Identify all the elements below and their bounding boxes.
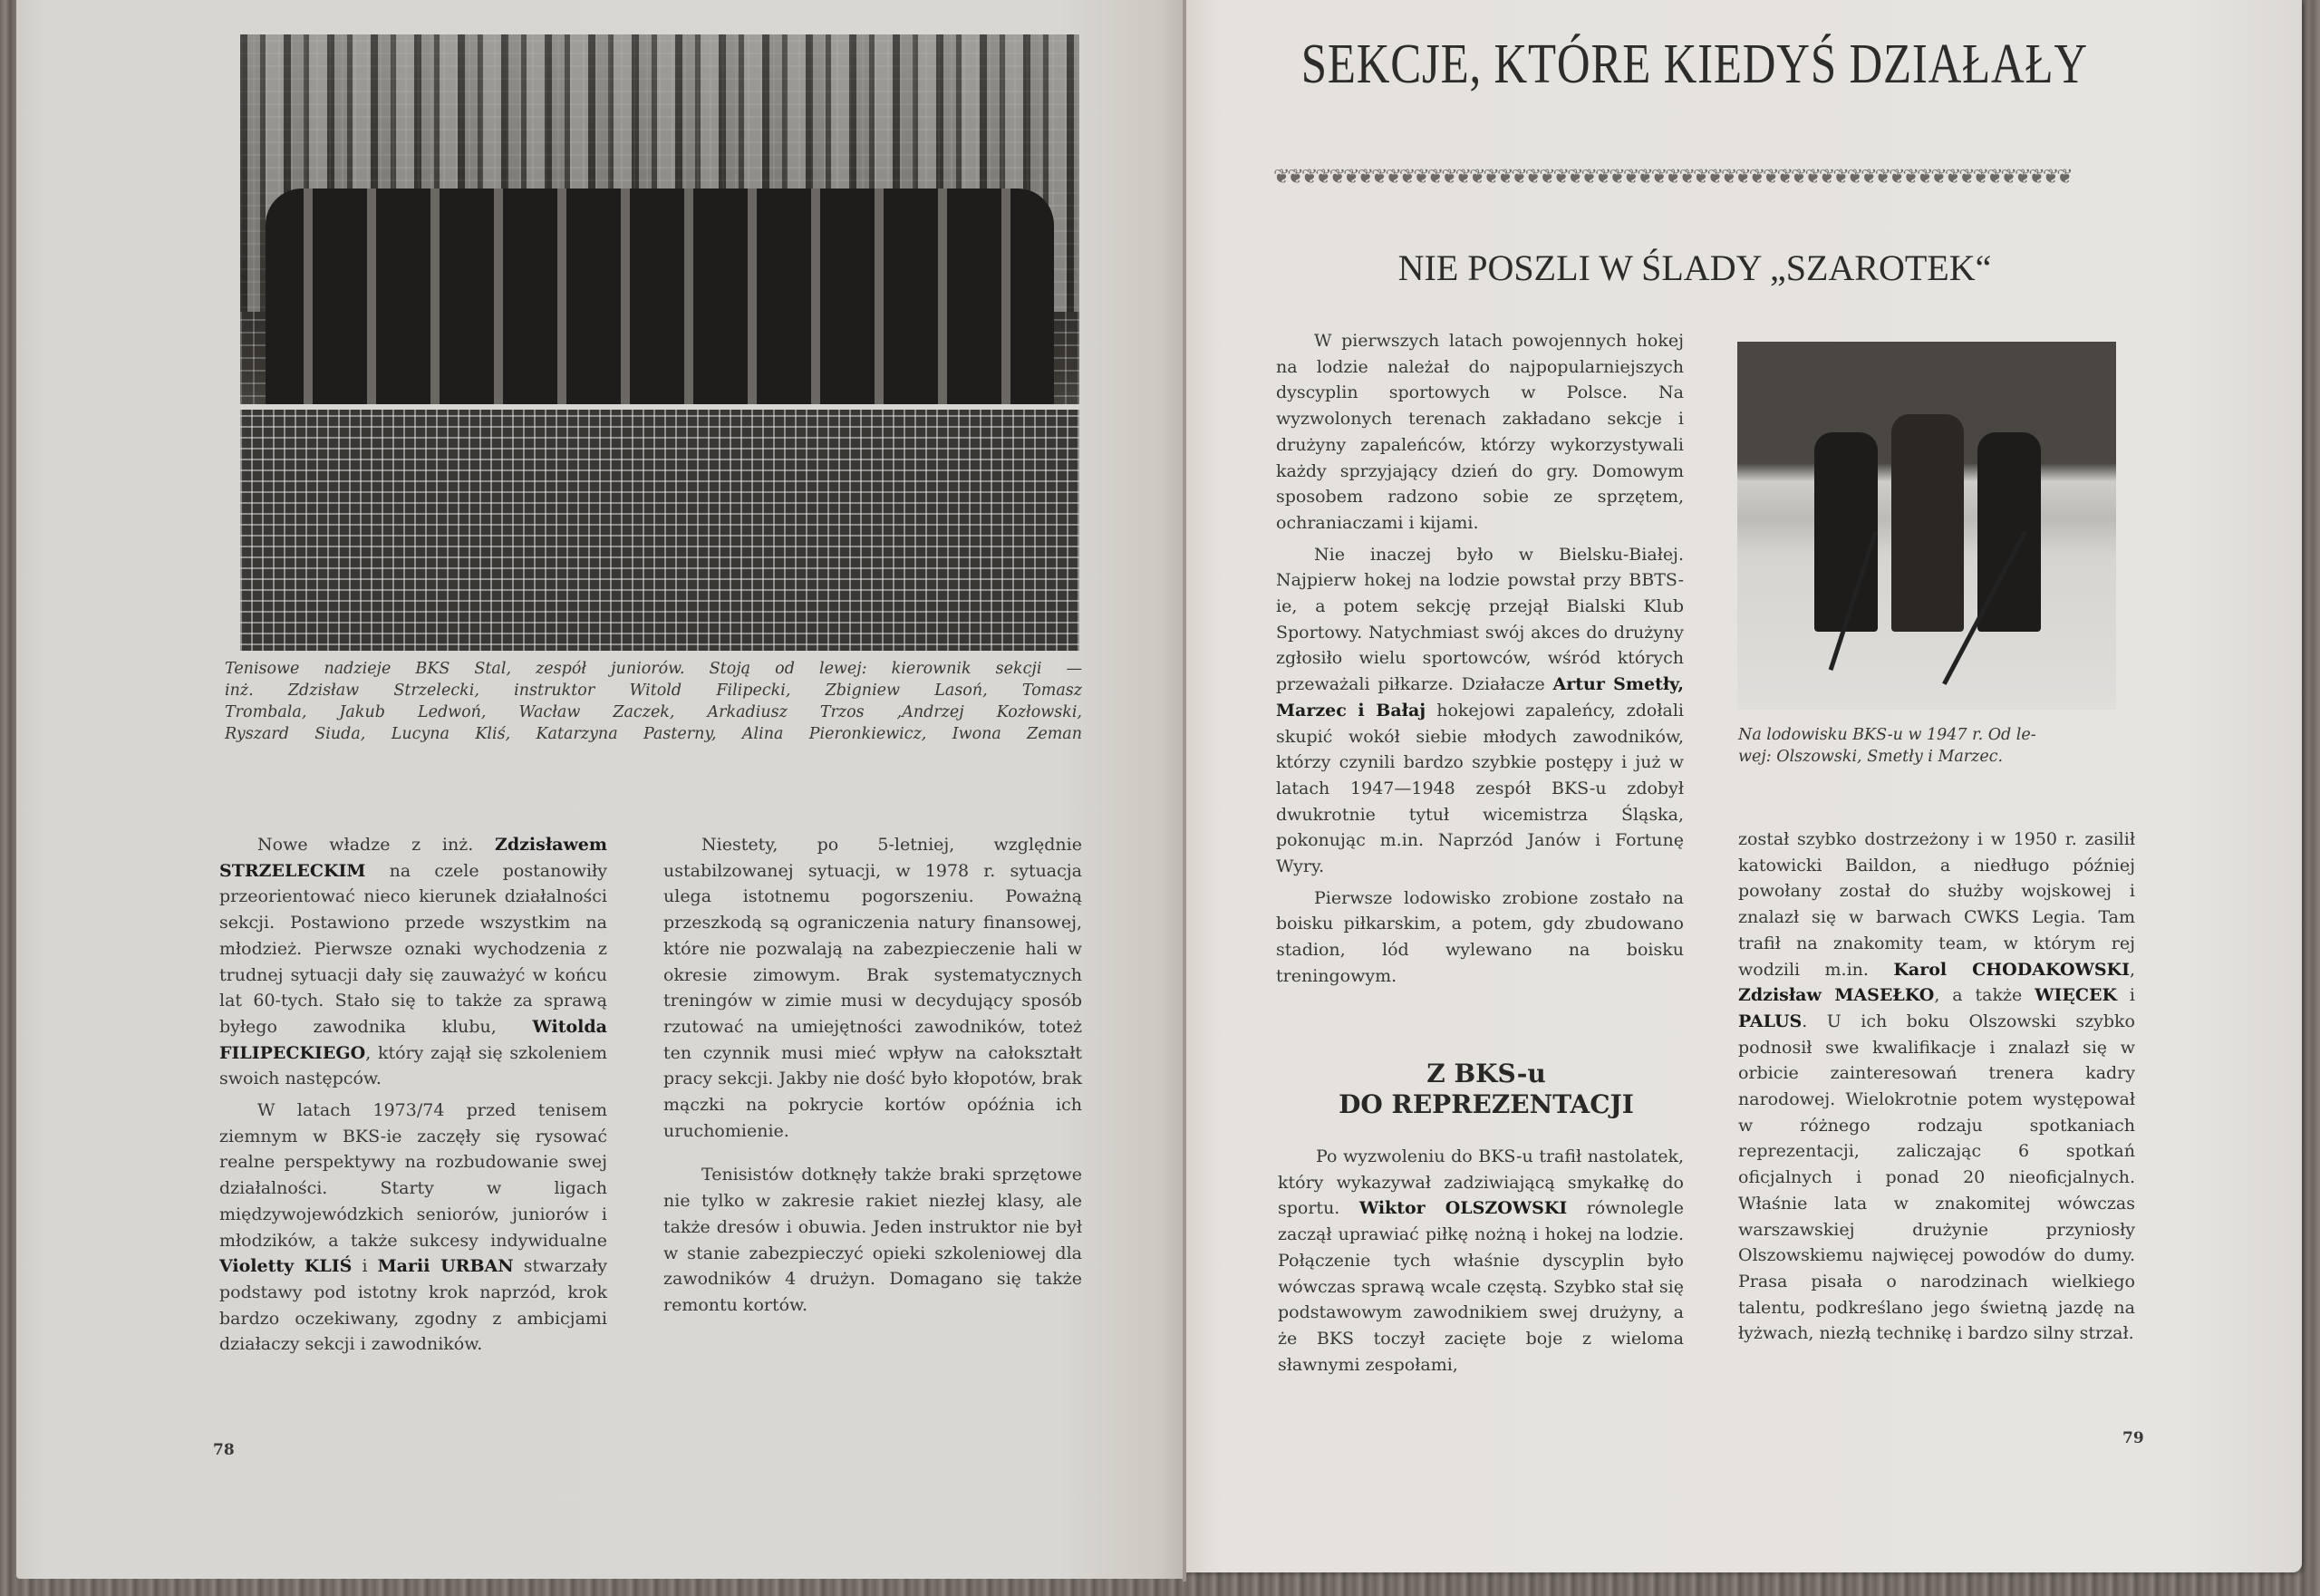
photo-caption-line: Ryszard Siuda, Lucyna Kliś, Katarzyna Pasterny, Alina Pieronkiewicz, Iwona Zeman — [225, 725, 1082, 743]
photo-tennis-net — [240, 404, 1079, 651]
paragraph: został szybko dostrzeżony i w 1950 r. zasilił katowicki Baildon, a niedługo później powołany został do służby wojskowej i znalazł się w barwach CWKS Legia. Tam trafił na znakomity team, w którym rej wodzili m.in. Karol CHODAKOWSKI, Zdzisław MASEŁKO, a także WIĘCEK i PALUS. U ich boku Olszowski szybko podnosił swe kwalifikacje i znalazł się w orbicie zainteresowań trenera kadry narodowej. Wielokrotnie potem występował w różnego rodzaju spotkaniach reprezentacji, zaliczając 6 spotkań oficjalnych i ponad 20 nieoficjalnych. Właśnie lata w znakomitej wówczas warszawskiej drużynie przyniosły Olszowskiemu najwięcej powodów do dumy. Prasa pisała o narodzinach wielkiego talentu, podkreślano jego świetną jazdę na łyżwach, niezłą technikę i bardzo silny strzał. — [1738, 829, 2136, 1344]
paragraph: W latach 1973/74 przed tenisem ziemnym w BKS-ie zaczęły się rysować realne perspektywy na rozbudowanie swej działalności. Starty w ligach międzywojewódzkich seniorów, juniorów i młodzików, a także sukcesy indywidualne Violetty KLIŚ i Marii URBAN stwarzały podstawy pod istotny krok naprzód, krok bardzo oczekiwany, zgodny z ambicjami działaczy sekcji i zawodników. — [219, 1100, 607, 1355]
photo-hockey-player-left — [1814, 432, 1878, 632]
paragraph: Nowe władze z inż. Zdzisławem STRZELECKIM na czele postanowiły przeorientować nieco kierunek działalności sekcji. Postawiono przede wszystkim na młodzież. Pierwsze oznaki wychodzenia z trudnej sytuacji dały się zauważyć w końcu lat 60-tych. Stało się to także za sprawą byłego zawodnika klubu, Witolda FILIPECKIEGO, który zajął się szkoleniem swoich następców. — [219, 835, 607, 1089]
chapter-title: SEKCJE, KTÓRE KIEDYŚ DZIAŁAŁY — [1300, 34, 2088, 95]
left-page-column-1 — [219, 832, 607, 1358]
paragraph: W pierwszych latach powojennych hokej na lodzie należał do najpopularniejszych dyscyplin sportowych w Polsce. Na wyzwolonych terenach zakładano sekcje i drużyny zapaleńców, którzy wykorzystywali każdy sprzyjający dzień do gry. Domowym sposobem radzono sobie ze sprzętem, ochraniaczami i kijami. — [1276, 331, 1684, 533]
paragraph: Nie inaczej było w Bielsku-Białej. Najpierw hokej na lodzie powstał przy BBTS-ie, a potem sekcję przejął Bialski Klub Sportowy. Natychmiast swój akces do drużyny zgłosiło wielu sportowców, wśród których przeważali piłkarze. Działacze Artur Smetły, Marzec i Bałaj hokejowi zapaleńcy, zdołali skupić wokół siebie młodych zawodników, którzy czynili bardzo szybkie postępy i już w latach 1947—1948 zespół BKS-u zdobył dwukrotnie tytuł wicemistrza Śląska, pokonując m.in. Naprzód Janów i Fortunę Wyry. — [1276, 544, 1684, 877]
floral-ornament-icon: ❦❦❦❦❦❦❦❦❦❦❦❦❦❦❦❦❦❦❦❦❦❦❦❦❦❦❦❦❦❦❦❦❦❦❦❦❦❦❦❦❦❦❦❦❦❦❦❦❦❦❦❦❦❦❦❦❦ — [1273, 166, 2071, 189]
photo-caption-line: Na lodowisku BKS-u w 1947 r. Od le- — [1738, 726, 2036, 744]
right-page-column-2 — [1738, 827, 2135, 1347]
photo-caption-line: Tenisowe nadzieje BKS Stal, zespół juniorów. Stoją od lewej: kierownik sekcji — — [225, 660, 1082, 678]
right-page-column-1-cont — [1278, 1144, 1684, 1378]
left-page-column-2 — [663, 832, 1082, 1319]
paragraph: Niestety, po 5-letniej, względnie ustabilzowanej sytuacji, w 1978 r. sytuacja ulega istotnemu pogorszeniu. Poważną przeszkodą są ograniczenia natury finansowej, które nie pozwalają na zabezpieczenie hali w okresie zimowym. Brak systematycznych treningów w zimie musi w decydujący sposób rzutować na umiejętności zawodników, toteż ten czynnik musi mieć wpływ na całokształt pracy sekcji. Jakby nie dość było kłopotów, brak mączki na pokrycie kortów opóźnia ich uruchomienie. — [663, 835, 1082, 1141]
photo-caption-line: wej: Olszowski, Smetły i Marzec. — [1738, 748, 2004, 766]
right-page-column-1 — [1276, 328, 1684, 990]
section-heading — [1282, 1059, 1690, 1120]
paragraph: Po wyzwoleniu do BKS-u trafił nastolatek, który wykazywał zadziwiającą smykałkę do sportu. Wiktor OLSZOWSKI równolegle zaczął uprawiać piłkę nożną i hokej na lodzie. Połączenie tych właśnie dyscyplin było wówczas sprawą wcale częstą. Szybko stał się podstawowym zawodnikiem swej drużyny, a że BKS toczył zacięte boje z wieloma sławnymi zespołami, — [1278, 1146, 1684, 1375]
section-heading-line: DO REPREZENTACJI — [1339, 1089, 1634, 1119]
paragraph: Tenisistów dotknęły także braki sprzętowe nie tylko w zakresie rakiet niezłej klasy, ale także dresów i obuwia. Jeden instruktor nie był w stanie zabezpieczyć opieki szkoleniowej dla zawodników 4 drużyn. Domagano się także remontu kortów. — [663, 1165, 1082, 1315]
tennis-team-photo — [240, 34, 1079, 651]
paragraph: Pierwsze lodowisko zrobione zostało na boisku piłkarskim, a potem, gdy zbudowano stadion, lód wylewano na boisku treningowym. — [1276, 887, 1684, 986]
page-number-left: 78 — [213, 1441, 235, 1459]
article-title: NIE POSZLI W ŚLADY „SZAROTEK“ — [1397, 247, 1992, 288]
section-heading-line: Z BKS-u — [1426, 1059, 1546, 1088]
photo-caption-line: inż. Zdzisław Strzelecki, instruktor Witold Filipecki, Zbigniew Lasoń, Tomasz — [225, 682, 1082, 700]
photo-man-in-coat — [1891, 414, 1964, 632]
book-gutter — [1183, 0, 1186, 1581]
photo-caption-line: Trombala, Jakub Ledwoń, Wacław Zaczek, Arkadiusz Trzos ,Andrzej Kozłowski, — [225, 703, 1082, 721]
page-number-right: 79 — [2122, 1429, 2144, 1447]
hockey-photo — [1737, 342, 2116, 710]
ornament-divider — [1273, 165, 2116, 190]
